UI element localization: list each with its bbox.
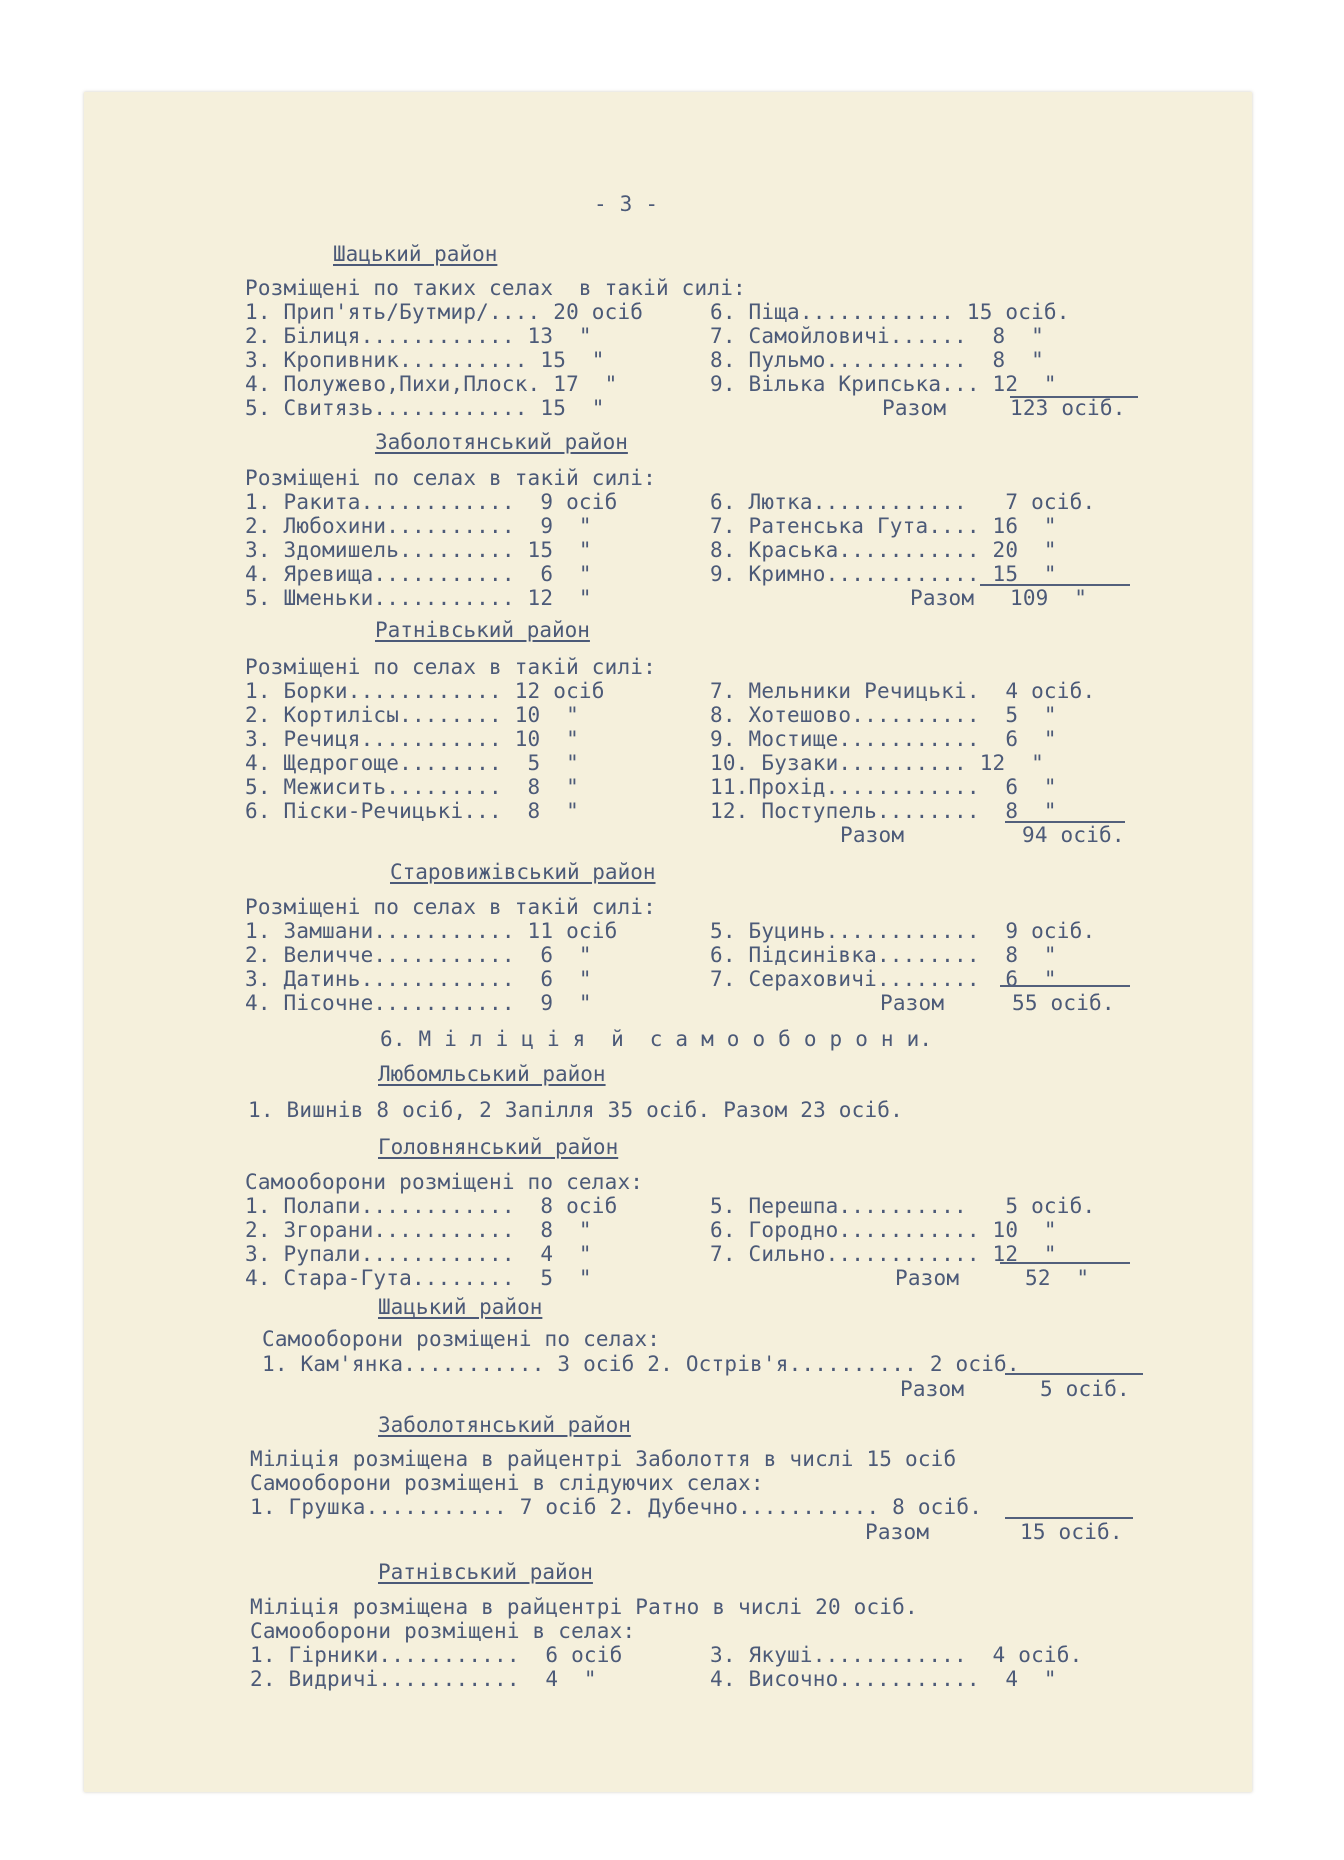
- section-title-shatsk-2: Шацький район: [378, 1295, 543, 1319]
- total-label: Разом: [900, 1377, 965, 1401]
- list-item: 4. Стара-Гута........ 5 ": [245, 1266, 592, 1290]
- list-item: 7. Ратенська Гута.... 16 ": [710, 514, 1057, 538]
- section-title-holoby: Головнянський район: [378, 1135, 619, 1159]
- total-label: Разом: [880, 991, 945, 1015]
- total-value: 94 осіб.: [1022, 823, 1125, 847]
- intro-holoby: Самооборони розміщені по селах:: [245, 1170, 644, 1194]
- total-label: Разом: [865, 1520, 930, 1544]
- list-item: 1. Ракита............ 9 осіб: [245, 490, 618, 514]
- list-item: 8. Краська........... 20 ": [710, 538, 1057, 562]
- total-value: 109 ": [1010, 586, 1088, 610]
- list-item: 3. Здомишель......... 15 ": [245, 538, 592, 562]
- list-item: 2. Кортилісы........ 10 ": [245, 703, 579, 727]
- list-item: 4. Яревища........... 6 ": [245, 562, 592, 586]
- total-value: 15 осіб.: [1020, 1520, 1123, 1544]
- list-item: 4. Пісочне........... 9 ": [245, 991, 592, 1015]
- intro-ratne: Розміщені по селах в такій силі:: [245, 655, 656, 679]
- list-item: 2. Білиця............ 13 ": [245, 324, 592, 348]
- list-item: 3. Рупали............ 4 ": [245, 1242, 592, 1266]
- list-item: 11.Прохід............ 6 ": [710, 775, 1057, 799]
- list-item: 1. Полапи............ 8 осіб: [245, 1194, 618, 1218]
- list-item: 4. Височно........... 4 ": [710, 1667, 1057, 1691]
- section-title-liuboml: Любомльський район: [378, 1062, 606, 1086]
- list-item: 1. Прип'ять/Бутмир/.... 20 осіб: [245, 300, 644, 324]
- total-rule: [1000, 985, 1130, 987]
- list-item: 2. Величче........... 6 ": [245, 943, 592, 967]
- list-item: 7. Самойловичі...... 8 ": [710, 324, 1044, 348]
- section-6-title: 6. М і л і ц і я й с а м о о б о р о н и.: [380, 1027, 933, 1051]
- total-value: 52 ": [1025, 1266, 1090, 1290]
- text-line: Міліція розміщена в райцентрі Ратно в числі 20 осіб.: [250, 1595, 918, 1619]
- section-title-shatsk: Шацький район: [333, 242, 498, 266]
- list-item: 5. Свитязь............ 15 ": [245, 396, 605, 420]
- text-line: 1. Вишнів 8 осіб, 2 Запілля 35 осіб. Разом 23 осіб.: [248, 1098, 903, 1122]
- intro-stara-vyzhivka: Розміщені по селах в такій силі:: [245, 895, 656, 919]
- intro-shatsk-2: Самооборони розміщені по селах:: [262, 1327, 661, 1351]
- list-item: 3. Речиця........... 10 ": [245, 727, 579, 751]
- list-item: 2. Видричі........... 4 ": [250, 1667, 597, 1691]
- list-item: 5. Перешпа.......... 5 осіб.: [710, 1194, 1096, 1218]
- list-item: 8. Хотешово.......... 5 ": [710, 703, 1057, 727]
- section-title-ratne-2: Ратнівський район: [378, 1560, 593, 1584]
- list-item: 1. Гірники........... 6 осіб: [250, 1643, 623, 1667]
- list-item: 3. Датинь............ 6 ": [245, 967, 592, 991]
- list-item: 6. Піща............ 15 осіб.: [710, 300, 1070, 324]
- total-label: Разом: [910, 586, 975, 610]
- total-value: 123 осіб.: [1010, 396, 1126, 420]
- list-item: 12. Поступель........ 8 ": [710, 799, 1057, 823]
- intro-shatsk: Розміщені по таких селах в такій силі:: [245, 276, 746, 300]
- list-item: 9. Мостище........... 6 ": [710, 727, 1057, 751]
- list-item: 7. Сераховичі........ 6 ": [710, 967, 1057, 991]
- section-title-ratne: Ратнівський район: [375, 618, 590, 642]
- section-title-zabolottia-2: Заболотянський район: [378, 1413, 631, 1437]
- section-title-stara-vyzhivka: Старовижівський район: [390, 860, 656, 884]
- list-item: 3. Кропивник.......... 15 ": [245, 348, 605, 372]
- text-line: Самооборони розміщені в слідуючих селах:: [250, 1471, 764, 1495]
- list-item: 4. Полужево,Пихи,Плоск. 17 ": [245, 372, 618, 396]
- intro-zabolottia: Розміщені по селах в такій силі:: [245, 466, 656, 490]
- total-rule: [1005, 1517, 1133, 1519]
- list-item: 8. Пульмо........... 8 ": [710, 348, 1044, 372]
- list-item: 9. Вілька Крипська... 12 ": [710, 372, 1057, 396]
- total-rule: [1005, 1373, 1143, 1375]
- text-line: Самооборони розміщені в селах:: [250, 1619, 636, 1643]
- list-item: 5. Межисить......... 8 ": [245, 775, 579, 799]
- total-label: Разом: [895, 1266, 960, 1290]
- list-item: 10. Бузаки.......... 12 ": [710, 751, 1044, 775]
- section-title-zabolottia: Заболотянський район: [375, 430, 628, 454]
- list-item: 2. Згорани........... 8 ": [245, 1218, 592, 1242]
- text-line: 1. Кам'янка........... 3 осіб 2. Острів'я.......... 2 осіб.: [262, 1352, 1020, 1376]
- page-number: - 3 -: [594, 192, 659, 216]
- text-line: Міліція розміщена в райцентрі Заболоття в числі 15 осіб: [250, 1447, 957, 1471]
- list-item: 2. Любохини.......... 9 ": [245, 514, 592, 538]
- list-item: 9. Кримно............ 15 ": [710, 562, 1057, 586]
- list-item: 4. Щедрогоще........ 5 ": [245, 751, 579, 775]
- list-item: 1. Борки............ 12 осіб: [245, 679, 605, 703]
- list-item: 6. Піски-Речицькі... 8 ": [245, 799, 579, 823]
- list-item: 6. Лютка............ 7 осіб.: [710, 490, 1096, 514]
- list-item: 6. Городно........... 10 ": [710, 1218, 1057, 1242]
- text-line: 1. Грушка........... 7 осіб 2. Дубечно........... 8 осіб.: [250, 1495, 983, 1519]
- list-item: 1. Замшани........... 11 осіб: [245, 919, 618, 943]
- list-item: 3. Якуші............ 4 осіб.: [710, 1643, 1083, 1667]
- list-item: 6. Підсинівка........ 8 ": [710, 943, 1057, 967]
- total-rule: [1000, 1262, 1130, 1264]
- list-item: 7. Мельники Речицькі. 4 осіб.: [710, 679, 1096, 703]
- list-item: 7. Сильно............ 12 ": [710, 1242, 1057, 1266]
- list-item: 5. Шменьки........... 12 ": [245, 586, 592, 610]
- total-label: Разом: [840, 823, 905, 847]
- total-label: Разом: [882, 396, 947, 420]
- list-item: 5. Буцинь............ 9 осіб.: [710, 919, 1096, 943]
- total-value: 55 осіб.: [1012, 991, 1115, 1015]
- total-value: 5 осіб.: [1040, 1377, 1130, 1401]
